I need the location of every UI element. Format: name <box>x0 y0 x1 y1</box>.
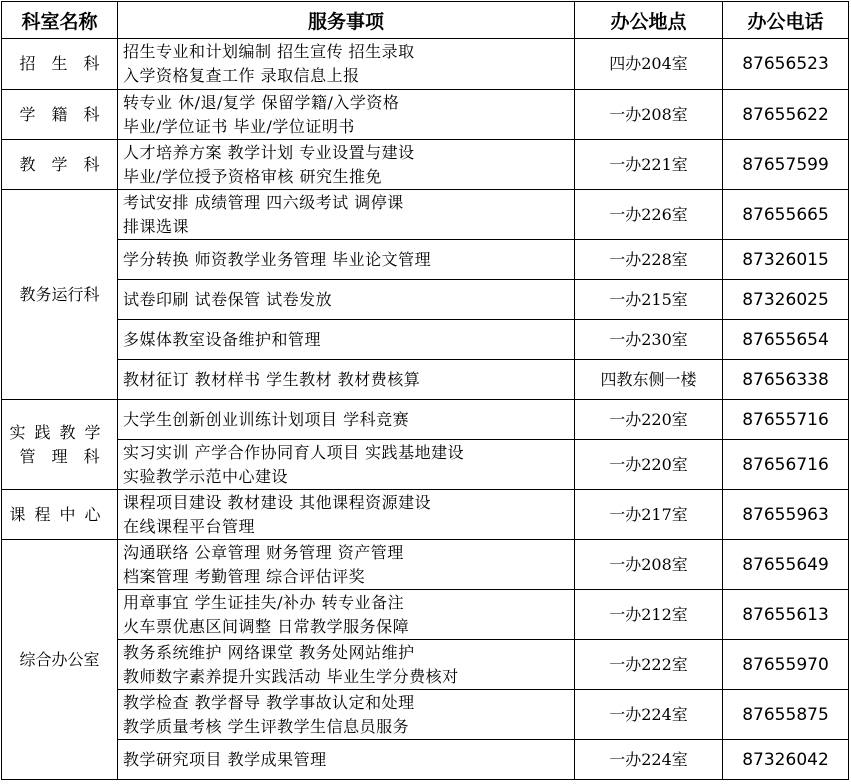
location-cell: 一办215室 <box>575 280 723 320</box>
location-cell: 四教东侧一楼 <box>575 360 723 400</box>
service-line: 多媒体教室设备维护和管理 <box>123 329 322 349</box>
location-cell: 一办220室 <box>575 440 723 490</box>
service-cell <box>118 190 575 240</box>
service-line: 档案管理 考勤管理 综合评估评奖 <box>123 566 366 586</box>
phone-cell: 87655963 <box>723 490 849 540</box>
service-cell <box>118 90 575 140</box>
phone-cell: 87655970 <box>723 640 849 690</box>
header-service: 服务事项 <box>118 2 575 39</box>
location-cell: 一办230室 <box>575 320 723 360</box>
phone-cell: 87655649 <box>723 540 849 590</box>
phone-cell: 87655654 <box>723 320 849 360</box>
department-name-line: 学 籍 科 <box>19 104 100 124</box>
service-line: 用章事宜 学生证挂失/补办 转专业备注 <box>123 592 405 612</box>
phone-cell: 87657599 <box>723 140 849 190</box>
phone-cell: 87326042 <box>723 740 849 780</box>
department-name-line: 实践教学 <box>9 422 110 442</box>
service-cell <box>118 140 575 190</box>
table-row <box>2 640 849 690</box>
location-cell: 一办222室 <box>575 640 723 690</box>
table-row <box>2 740 849 780</box>
header-department: 科室名称 <box>2 2 118 39</box>
department-name-cell <box>2 90 118 140</box>
phone-cell: 87326015 <box>723 240 849 280</box>
service-line: 教务系统维护 网络课堂 教务处网站维护 <box>123 642 415 662</box>
service-line: 招生专业和计划编制 招生宣传 招生录取 <box>123 42 415 61</box>
location-cell: 一办228室 <box>575 240 723 280</box>
phone-cell: 87656523 <box>723 39 849 90</box>
service-line: 转专业 休/退/复学 保留学籍/入学资格 <box>123 92 400 112</box>
department-name-cell <box>2 39 118 90</box>
location-cell: 一办224室 <box>575 740 723 780</box>
department-name-cell <box>2 490 118 540</box>
department-name-cell <box>2 140 118 190</box>
table-row <box>2 440 849 490</box>
phone-cell: 87655622 <box>723 90 849 140</box>
service-cell <box>118 690 575 740</box>
department-name-line: 管 理 科 <box>19 446 100 466</box>
service-line: 在线课程平台管理 <box>123 516 256 536</box>
department-name-line: 教务运行科 <box>19 284 100 304</box>
table-row <box>2 540 849 590</box>
service-line: 入学资格复查工作 录取信息上报 <box>123 66 360 85</box>
location-cell: 一办224室 <box>575 690 723 740</box>
service-cell <box>118 320 575 360</box>
phone-cell: 87326025 <box>723 280 849 320</box>
service-cell <box>118 740 575 780</box>
service-cell <box>118 280 575 320</box>
department-name-line: 招 生 科 <box>19 54 100 73</box>
phone-cell: 87655665 <box>723 190 849 240</box>
phone-cell: 87656716 <box>723 440 849 490</box>
table-row <box>2 240 849 280</box>
department-name-cell <box>2 190 118 400</box>
location-cell: 一办221室 <box>575 140 723 190</box>
table-row <box>2 280 849 320</box>
table-row <box>2 490 849 540</box>
phone-cell: 87655716 <box>723 400 849 440</box>
table-row <box>2 590 849 640</box>
table-row <box>2 400 849 440</box>
location-cell: 一办208室 <box>575 540 723 590</box>
office-directory-table <box>1 1 849 780</box>
phone-cell: 87655613 <box>723 590 849 640</box>
service-line: 教材征订 教材样书 学生教材 教材费核算 <box>123 369 421 389</box>
header-row <box>2 2 849 39</box>
service-cell <box>118 590 575 640</box>
service-cell <box>118 540 575 590</box>
location-cell: 一办220室 <box>575 400 723 440</box>
service-line: 考试安排 成绩管理 四六级考试 调停课 <box>123 192 404 212</box>
service-cell <box>118 39 575 90</box>
service-line: 毕业/学位证书 毕业/学位证明书 <box>123 116 355 136</box>
service-line: 沟通联络 公章管理 财务管理 资产管理 <box>123 542 404 562</box>
department-name-line: 综合办公室 <box>19 649 100 669</box>
table-row <box>2 360 849 400</box>
location-cell: 四办204室 <box>575 39 723 90</box>
service-line: 实习实训 产学合作协同育人项目 实践基地建设 <box>123 442 465 462</box>
table-row <box>2 320 849 360</box>
service-cell <box>118 360 575 400</box>
table-row <box>2 690 849 740</box>
service-line: 排课选课 <box>123 216 190 236</box>
table-row <box>2 140 849 190</box>
service-cell <box>118 490 575 540</box>
location-cell: 一办208室 <box>575 90 723 140</box>
department-name-cell <box>2 540 118 780</box>
service-line: 试卷印刷 试卷保管 试卷发放 <box>123 289 333 309</box>
header-phone: 办公电话 <box>723 2 849 39</box>
service-cell <box>118 640 575 690</box>
table-row <box>2 190 849 240</box>
phone-cell: 87656338 <box>723 360 849 400</box>
service-line: 学分转换 师资教学业务管理 毕业论文管理 <box>123 249 432 269</box>
service-line: 人才培养方案 教学计划 专业设置与建设 <box>123 142 415 162</box>
location-cell: 一办226室 <box>575 190 723 240</box>
header-location: 办公地点 <box>575 2 723 39</box>
service-cell <box>118 440 575 490</box>
location-cell: 一办212室 <box>575 590 723 640</box>
service-cell <box>118 400 575 440</box>
department-name-cell <box>2 400 118 490</box>
department-name-line: 课程中心 <box>9 504 110 524</box>
phone-cell: 87655875 <box>723 690 849 740</box>
table-row <box>2 39 849 90</box>
service-line: 教学质量考核 学生评教学生信息员服务 <box>123 716 410 736</box>
service-line: 教学检查 教学督导 教学事故认定和处理 <box>123 692 415 712</box>
service-line: 实验教学示范中心建设 <box>123 466 289 486</box>
service-line: 毕业/学位授予资格审核 研究生推免 <box>123 166 382 186</box>
location-cell: 一办217室 <box>575 490 723 540</box>
service-line: 火车票优惠区间调整 日常教学服务保障 <box>123 616 410 636</box>
service-line: 大学生创新创业训练计划项目 学科竞赛 <box>123 409 410 429</box>
service-line: 课程项目建设 教材建设 其他课程资源建设 <box>123 492 432 512</box>
service-cell <box>118 240 575 280</box>
table-row <box>2 90 849 140</box>
service-line: 教学研究项目 教学成果管理 <box>123 749 327 769</box>
service-line: 教师数字素养提升实践活动 毕业生学分费核对 <box>123 666 459 686</box>
department-name-line: 教 学 科 <box>19 154 100 174</box>
